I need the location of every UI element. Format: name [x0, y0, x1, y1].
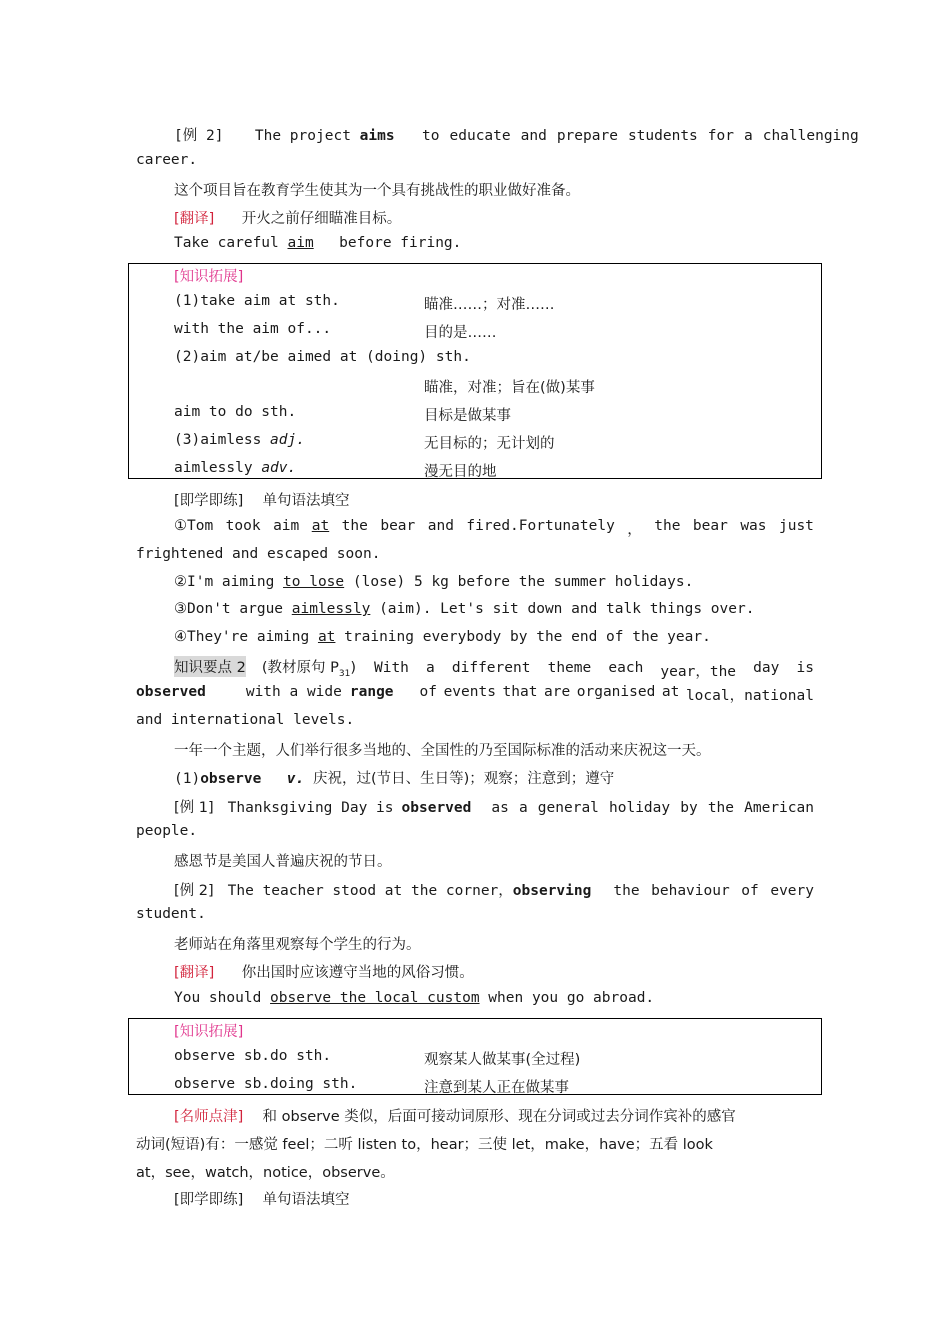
word: prepare — [556, 128, 618, 144]
example-2-cont: career. — [136, 152, 198, 168]
box-row-meaning: 漫无目的地 — [424, 463, 497, 480]
answer-text: Take careful — [174, 235, 279, 251]
def-num: (1) — [174, 771, 201, 787]
translate-tag: [翻译] — [174, 965, 215, 981]
word: of — [419, 684, 437, 700]
point-2-line2 — [136, 684, 814, 705]
knowledge-box-title: [知识拓展] — [174, 269, 244, 285]
teacher-tip-line2: 动词(短语)有：一感觉 feel；二听 listen to，hear；三使 let，make，have；五看 look — [136, 1137, 713, 1153]
keyword: observed — [401, 800, 472, 816]
word: With — [373, 660, 409, 676]
word: local，national — [685, 688, 814, 704]
word: different — [451, 660, 531, 676]
example-1-line — [174, 796, 814, 817]
box-row-meaning: 目标是做某事 — [424, 408, 511, 425]
box-row-meaning: 目的是…… — [424, 324, 497, 341]
answer-text: You should — [174, 990, 262, 1006]
keyword: observed — [136, 684, 206, 700]
tip-tag: [名师点津] — [174, 1109, 244, 1125]
def-meaning: 庆祝，过(节日、生日等)；观察；注意到；遵守 — [312, 771, 615, 787]
box-row-term: observe sb.doing sth. — [174, 1075, 358, 1092]
word: for — [707, 128, 734, 144]
point-2-header — [174, 656, 814, 681]
answer-blank: aimlessly — [291, 601, 371, 617]
translate-answer — [174, 235, 461, 251]
box-row-term: with the aim of... — [174, 320, 332, 337]
question-2 — [174, 574, 693, 590]
point-2-translation: 一年一个主题，人们举行很多当地的、全国性的乃至国际标准的活动来庆祝这一天。 — [174, 743, 711, 759]
word: bear — [380, 518, 416, 534]
teacher-tip-line1 — [174, 1105, 814, 1126]
question-text: ②I'm aiming — [174, 574, 275, 590]
answer-blank: to lose — [283, 574, 345, 590]
translate-answer-2 — [174, 990, 654, 1006]
source-sentence — [374, 660, 814, 681]
word: the — [654, 518, 681, 534]
word: is — [796, 660, 814, 676]
word: events — [443, 684, 496, 700]
box-row-meaning: 观察某人做某事(全过程) — [424, 1052, 581, 1068]
word: each — [608, 660, 644, 676]
word: holiday — [609, 800, 671, 816]
question-text: training everybody by the end of the year. — [344, 629, 711, 645]
knowledge-box-title: [知识拓展] — [174, 1024, 244, 1040]
word: every — [770, 883, 814, 899]
word: students — [627, 128, 698, 144]
question-1-cont: frightened and escaped soon. — [136, 546, 381, 562]
word: the — [613, 883, 640, 899]
box-row-term: (1)take aim at sth. — [174, 293, 340, 309]
box-row-meaning: 瞄准……；对准…… — [424, 297, 555, 313]
word: just — [778, 518, 814, 534]
question-4 — [174, 629, 711, 645]
keyword: observing — [512, 883, 592, 899]
practice-title: 单句语法填空 — [262, 493, 350, 509]
box-row-meaning: 无目标的；无计划的 — [424, 436, 555, 452]
word: the — [707, 800, 735, 816]
keyword: range — [349, 684, 394, 700]
practice-tag: [即学即练] — [174, 1192, 244, 1208]
example-1-cont: people. — [136, 823, 198, 839]
word: fired.Fortunately — [466, 518, 615, 534]
word: are — [544, 684, 571, 700]
translate-prompt: 你出国时应该遵守当地的风俗习惯。 — [241, 965, 474, 981]
teacher-tip-line3: at，see，watch，notice，observe。 — [136, 1165, 395, 1181]
practice-header — [174, 489, 350, 510]
example-text: The project — [254, 128, 351, 144]
example-2-line — [174, 124, 859, 145]
word: the — [341, 518, 368, 534]
box-row-term: aim to do sth. — [174, 404, 297, 421]
point-2-line3: and international levels. — [136, 712, 355, 728]
word: bear — [692, 518, 728, 534]
question-text: ④They're aiming — [174, 629, 310, 645]
question-3 — [174, 601, 754, 617]
box-row-term: observe sb.do sth. — [174, 1048, 332, 1064]
example-1-translation: 感恩节是美国人普遍庆祝的节日。 — [174, 854, 392, 870]
word: as — [491, 800, 509, 816]
answer-blank: aim — [287, 235, 314, 251]
word: theme — [547, 660, 592, 676]
box-row-term: (3)aimless adj. — [174, 432, 305, 448]
word: educate — [449, 128, 511, 144]
example-tag: [例 1] — [174, 800, 214, 816]
word: challenging — [762, 128, 859, 144]
sentence-text — [420, 684, 814, 705]
answer-blank: at — [317, 629, 336, 645]
box-row-term: aimlessly adv. — [174, 459, 297, 476]
word: was — [740, 518, 767, 534]
question-text: (lose) 5 kg before the summer holidays. — [352, 574, 694, 590]
answer-text: before firing. — [339, 235, 462, 251]
practice-header-2 — [174, 1188, 350, 1209]
example-text: The teacher stood at the corner， — [227, 883, 513, 899]
word: that — [502, 684, 538, 700]
example-tag: [例 2] — [174, 883, 214, 899]
word: aim — [273, 518, 300, 534]
translate-tag: [翻译] — [174, 211, 215, 227]
word: a — [426, 660, 435, 676]
word: to — [422, 128, 440, 144]
def-word: observe — [200, 771, 262, 787]
example-2b-translation: 老师站在角落里观察每个学生的行为。 — [174, 937, 421, 953]
translate-prompt: 开火之前仔细瞄准目标。 — [241, 211, 402, 227]
box-row-meaning: 注意到某人正在做某事 — [424, 1079, 569, 1096]
word: a — [743, 128, 753, 144]
word: by — [680, 800, 698, 816]
word: American — [744, 800, 814, 816]
answer-text: when you go abroad. — [488, 990, 655, 1006]
question-text: ③Don't argue — [174, 601, 284, 617]
word: ， — [627, 522, 642, 538]
word: took — [225, 518, 261, 534]
word: organised — [576, 684, 656, 700]
box-row-meaning: 瞄准，对准；旨在(做)某事 — [424, 380, 595, 397]
word: and — [427, 518, 454, 534]
word: ①Tom — [174, 518, 214, 534]
practice-title: 单句语法填空 — [262, 1192, 350, 1208]
example-2b-cont: student. — [136, 906, 206, 922]
translate-task — [174, 207, 401, 228]
word: and — [520, 128, 547, 144]
word: at — [311, 518, 330, 534]
point-label: 知识要点 2 — [174, 656, 246, 677]
sentence-text: with a wide — [245, 684, 342, 700]
example-text-rest — [491, 800, 814, 816]
word: general — [537, 800, 599, 816]
question-1 — [174, 518, 814, 539]
source-ref: (教材原句 $P_{31}$) — [261, 660, 356, 679]
translate-task-2 — [174, 961, 474, 982]
word: behaviour — [651, 883, 730, 899]
word: day — [753, 660, 780, 676]
example-2b-line — [174, 879, 814, 900]
example-text-rest — [613, 883, 814, 899]
example-tag: [例 2] — [174, 128, 224, 144]
box-row-term: (2)aim at/be aimed at (doing) sth. — [174, 348, 471, 365]
def-pos: v. — [286, 771, 305, 787]
example-text: Thanksgiving Day is — [227, 800, 394, 816]
practice-tag: [即学即练] — [174, 493, 244, 509]
word: a — [518, 800, 528, 816]
example-text-rest — [422, 128, 859, 144]
word: year，the — [660, 664, 737, 680]
answer-blank: observe the local custom — [270, 990, 480, 1006]
definition — [174, 767, 614, 788]
word: of — [741, 883, 759, 899]
keyword: aims — [359, 128, 395, 144]
question-text: (aim). Let's sit down and talk things over. — [379, 601, 755, 617]
example-2-translation: 这个项目旨在教育学生使其为一个具有挑战性的职业做好准备。 — [174, 183, 580, 199]
word: at — [661, 684, 680, 700]
tip-text: 和 observe 类似，后面可接动词原形、现在分词或过去分词作宾补的感官 — [262, 1109, 736, 1125]
